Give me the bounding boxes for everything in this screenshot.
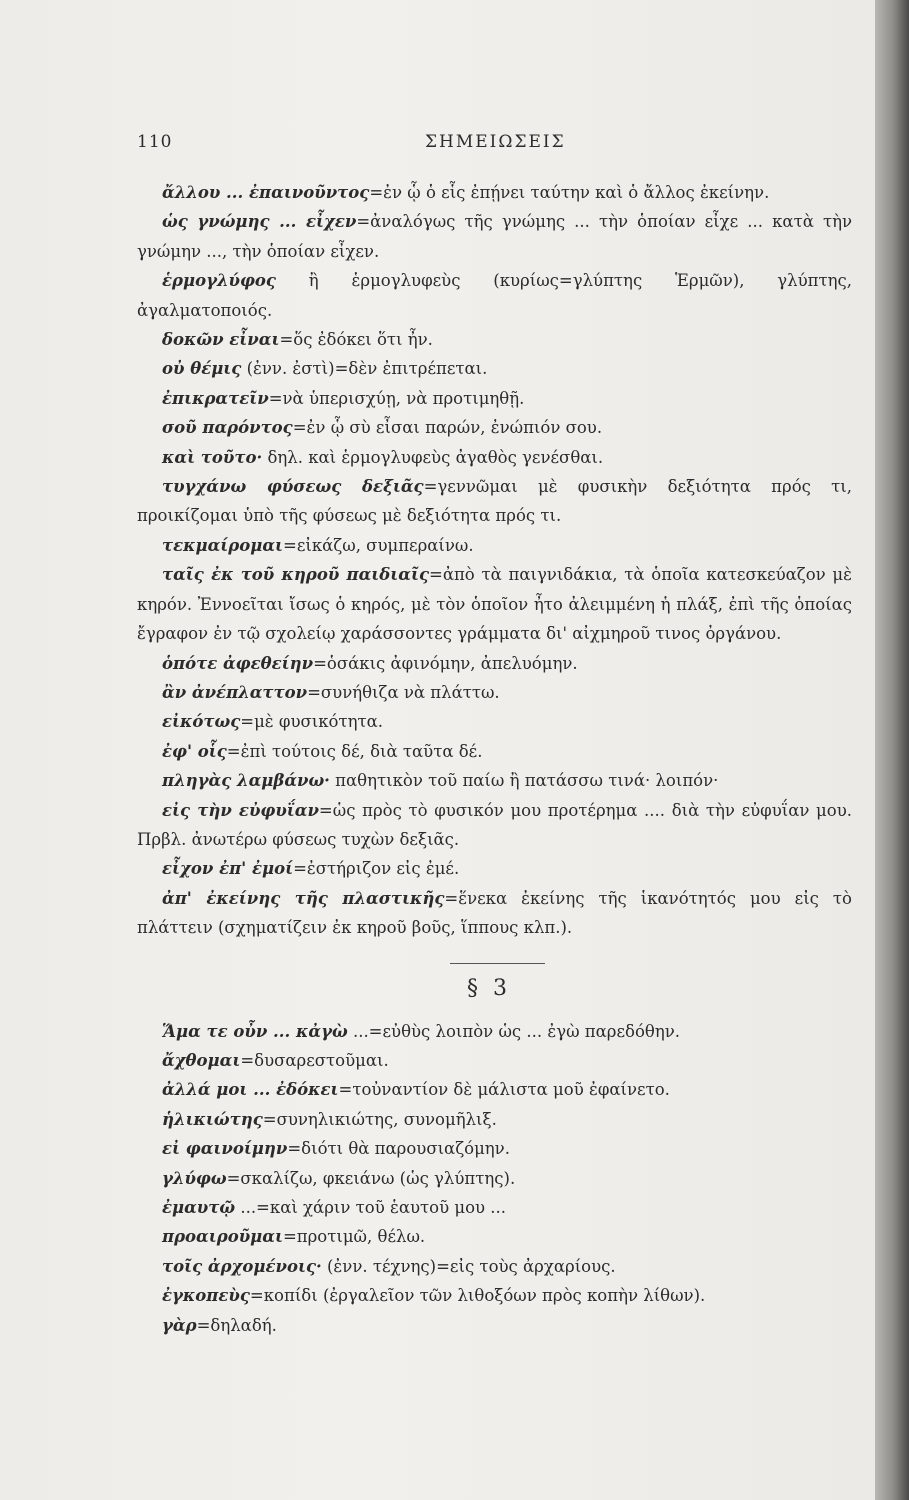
note-term: ἂν ἀνέπλαττον: [162, 682, 308, 702]
note-definition: ...=καὶ χάριν τοῦ ἑαυτοῦ μου ...: [235, 1198, 507, 1217]
note-definition: (ἐνν. τέχνης)=εἰς τοὺς ἀρχαρίους.: [321, 1256, 616, 1276]
note-entry: [137, 1311, 852, 1340]
page-number: 110: [137, 132, 173, 152]
note-definition: =ὁσάκις ἀφινόμην, ἀπελυόμην.: [313, 653, 578, 673]
note-definition: =ἐν ᾧ ὁ εἷς ἐπῄνει ταύτην καὶ ὁ ἄλλος ἐκείνην.: [369, 183, 770, 202]
note-term: γὰρ: [162, 1315, 197, 1335]
note-term: Ἅμα τε οὖν ... κἀγὼ: [162, 1021, 348, 1041]
note-definition: =δηλαδή.: [196, 1315, 277, 1335]
note-entry: [137, 325, 852, 354]
note-term: προαιροῦμαι: [162, 1227, 283, 1247]
note-entry: [137, 1222, 852, 1251]
note-term: ὡς γνώμης ... εἶχεν: [162, 212, 357, 232]
note-definition: =ἐν ᾧ σὺ εἶσαι παρών, ἐνώπιόν σου.: [292, 418, 603, 438]
note-entry: [137, 737, 852, 766]
note-entry: [137, 1017, 852, 1046]
note-entry: [137, 443, 852, 472]
note-term: πληγὰς λαμβάνω·: [162, 771, 330, 791]
note-definition: ...=εὐθὺς λοιπὸν ὡς ... ἐγὼ παρεδόθην.: [347, 1021, 680, 1041]
note-definition: =ἐστήριζον εἰς ἐμέ.: [293, 859, 460, 879]
note-definition: =σκαλίζω, φκειάνω (ὡς γλύπτης).: [226, 1168, 516, 1188]
note-definition: =μὲ φυσικότητα.: [240, 712, 383, 732]
page-header: [0, 132, 875, 162]
note-definition: =κοπίδι (ἐργαλεῖον τῶν λιθοξόων πρὸς κοπὴν λίθων).: [249, 1286, 706, 1306]
section-heading: § 3: [467, 975, 511, 1001]
note-term: ἐφ' οἷς: [162, 741, 227, 761]
note-definition: =προτιμῶ, θέλω.: [282, 1227, 426, 1247]
note-entry: [137, 413, 852, 442]
note-definition: =εἰκάζω, συμπεραίνω.: [283, 535, 474, 555]
note-definition: ἢ ἑρμογλυφεὺς (κυρίως=γλύπτης Ἑρμῶν), γλύπτης, ἀγαλματοποιός.: [137, 271, 852, 320]
note-term: ταῖς ἐκ τοῦ κηροῦ παιδιαῖς: [162, 565, 429, 585]
note-term: ἡλικιώτης: [162, 1109, 263, 1129]
note-term: ἄχθομαι: [162, 1050, 241, 1070]
note-definition: =τοὐναντίον δὲ μάλιστα μοῦ ἐφαίνετο.: [338, 1080, 670, 1100]
note-entry: [137, 707, 852, 736]
running-head: ΣΗΜΕΙΩΣΕΙΣ: [425, 132, 566, 152]
note-term: ἀπ' ἐκείνης τῆς πλαστικῆς: [162, 888, 445, 908]
note-entry: [137, 1046, 852, 1075]
note-entry: [137, 178, 852, 207]
note-definition: δηλ. καὶ ἑρμογλυφεὺς ἀγαθὸς γενέσθαι.: [262, 447, 604, 467]
note-definition: =νὰ ὑπερισχύῃ, νὰ προτιμηθῇ.: [268, 388, 525, 408]
note-definition: =ὅς ἐδόκει ὅτι ἦν.: [279, 330, 433, 350]
note-term: τοῖς ἀρχομένοις·: [162, 1256, 322, 1276]
note-entry: [137, 207, 852, 266]
note-entry: [137, 384, 852, 413]
note-definition: =δυσαρεστοῦμαι.: [240, 1050, 389, 1070]
note-term: γλύφω: [162, 1168, 227, 1188]
notes-body: [137, 178, 852, 1340]
note-term: ἀλλά μοι ... ἐδόκει: [162, 1080, 339, 1100]
note-term: οὐ θέμις: [162, 359, 242, 379]
note-definition: =ἐπὶ τούτοις δέ, διὰ ταῦτα δέ.: [226, 741, 483, 761]
note-entry: [137, 854, 852, 883]
note-definition: =ἀπὸ τὰ παιγνιδάκια, τὰ ὁποῖα κατεσκεύαζον μὲ κηρόν. Ἐννοεῖται ἴσως ὁ κηρός, μὲ τὸν ὁποῖον ἦτο ἀλειμμένη ἡ πλάξ, ἐπὶ τῆς ὁποίας ἔγραφον ἐν τῷ σχολείῳ χαράσσοντες γράμματα δι' αἰχμηροῦ τινος ὀργάνου.: [137, 565, 852, 644]
note-entry: [137, 560, 852, 648]
note-term: δοκῶν εἶναι: [162, 330, 280, 350]
note-entry: [137, 1164, 852, 1193]
note-definition: =συνήθιζα νὰ πλάττω.: [307, 682, 500, 702]
note-definition: =ὡς πρὸς τὸ φυσικόν μου προτέρημα .... διὰ τὴν εὐφυΐαν μου. Πρβλ. ἀνωτέρω φύσεως τυχὼν δεξιᾶς.: [137, 800, 852, 849]
notes-list-section-3: [137, 1017, 852, 1340]
note-entry: [137, 472, 852, 531]
note-entry: [137, 766, 852, 795]
note-term: ἑρμογλύφος: [162, 271, 276, 291]
note-term: εἰκότως: [162, 712, 241, 732]
note-definition: =γεννῶμαι μὲ φυσικὴν δεξιότητα πρός τι, προικίζομαι ὑπὸ τῆς φύσεως μὲ δεξιότητα πρός τι.: [137, 477, 852, 526]
note-entry: [137, 884, 852, 943]
note-entry: [137, 1252, 852, 1281]
book-spine-shadow: [875, 0, 909, 1500]
note-entry: [137, 531, 852, 560]
note-definition: =διότι θὰ παρουσιαζόμην.: [287, 1139, 510, 1159]
note-term: ἄλλου ... ἐπαινοῦντος: [162, 183, 370, 202]
note-term: εἰς τὴν εὐφυΐαν: [162, 800, 319, 820]
note-entry: [137, 796, 852, 855]
note-definition: (ἐνν. ἐστὶ)=δὲν ἐπιτρέπεται.: [241, 359, 488, 379]
note-entry: [137, 1134, 852, 1163]
note-entry: [137, 678, 852, 707]
note-definition: παθητικὸν τοῦ παίω ἢ πατάσσω τινά· λοιπόν·: [329, 771, 719, 791]
note-entry: [137, 1105, 852, 1134]
note-entry: [137, 1281, 852, 1310]
note-term: ἐμαυτῷ: [162, 1198, 236, 1217]
note-term: σοῦ παρόντος: [162, 418, 293, 438]
section-divider: [450, 963, 545, 964]
note-term: ἐγκοπεὺς: [162, 1286, 250, 1306]
note-definition: =ἕνεκα ἐκείνης τῆς ἱκανότητός μου εἰς τὸ πλάττειν (σχηματίζειν ἐκ κηροῦ βοῦς, ἵππους κλπ.).: [137, 888, 852, 938]
note-term: τεκμαίρομαι: [162, 535, 283, 555]
note-entry: [137, 1193, 852, 1222]
note-entry: [137, 1075, 852, 1104]
note-term: καὶ τοῦτο·: [162, 447, 263, 467]
note-term: εἶχον ἐπ' ἐμοί: [162, 859, 294, 879]
note-definition: =ἀναλόγως τῆς γνώμης ... τὴν ὁποίαν εἶχε ... κατὰ τὴν γνώμην ..., τὴν ὁποίαν εἶχεν.: [137, 212, 852, 261]
notes-list-section-2: [137, 178, 852, 943]
note-definition: =συνηλικιώτης, συνομῆλιξ.: [262, 1109, 497, 1129]
note-term: ὁπότε ἀφεθείην: [162, 653, 314, 673]
note-entry: [137, 354, 852, 383]
note-term: τυγχάνω φύσεως δεξιᾶς: [162, 477, 424, 497]
note-entry: [137, 266, 852, 325]
note-term: εἰ φαινοίμην: [162, 1139, 288, 1159]
note-term: ἐπικρατεῖν: [162, 388, 269, 408]
note-entry: [137, 649, 852, 678]
